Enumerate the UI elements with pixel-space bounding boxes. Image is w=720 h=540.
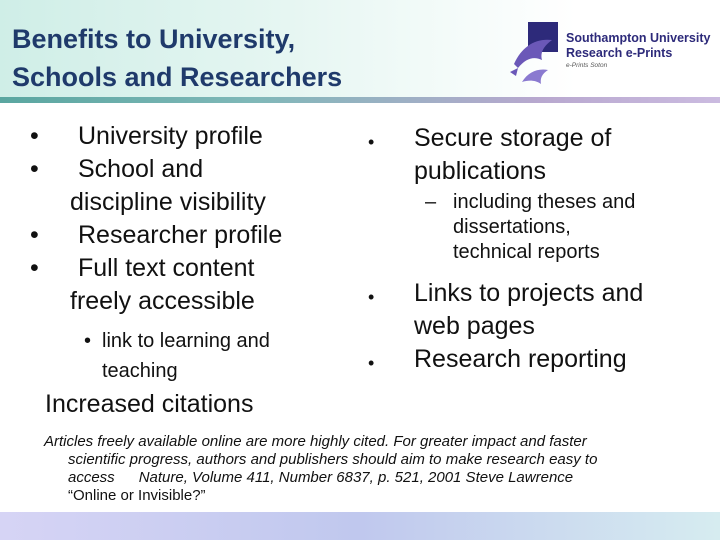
bullet: • [368,287,375,307]
note-line [44,469,712,487]
list-item-text: web pages [414,312,535,340]
sub-list-item [30,326,350,356]
title-line-2: Schools and Researchers [12,62,343,92]
left-column [30,120,350,386]
header-divider [0,97,720,103]
right-column [368,122,708,376]
bullet: • [30,155,39,183]
sub-list-item-text: including theses and [453,191,636,213]
list-item [368,277,708,310]
southampton-logo [508,16,714,88]
list-item-text: freely accessible [70,287,255,315]
list-item [30,252,350,285]
sub-list-item-text: teaching [102,360,178,382]
list-item-continuation [30,186,350,219]
list-item-text: Secure storage of [414,124,612,152]
list-item-text: publications [414,157,547,185]
slide-title [12,20,342,96]
list-item [30,120,350,153]
list-item-text: Links to projects and [414,279,644,307]
bullet: • [30,122,39,150]
logo-line-3: e-Prints Soton [566,62,608,69]
list-item [368,122,708,155]
logo-line-2: Research e-Prints [566,46,673,60]
list-item-text: discipline visibility [70,188,266,216]
bullet: • [368,132,375,152]
list-item [30,153,350,186]
logo-line-1: Southampton University [566,31,711,45]
sub-list-item-continuation [30,356,350,386]
increased-citations: Increased citations [45,390,254,418]
list-item [30,219,350,252]
note-line: scientific progress, authors and publishers should aim to make research easy to [68,451,598,468]
list-item-text: University profile [78,122,263,150]
citation-note [44,433,712,505]
bullet: • [30,254,39,282]
sub-list-item [368,190,708,265]
list-item-continuation [368,155,708,188]
list-item-text: Full text content [78,254,255,282]
list-item-text: Researcher profile [78,221,283,249]
title-line-1: Benefits to University, [12,24,296,54]
note-source: Nature, Volume 411, Number 6837, p. 521, 2001 Steve Lawrence [138,469,574,486]
list-item [368,343,708,376]
logo-text [566,31,716,70]
bullet: • [368,353,375,373]
sub-list-item-text: dissertations, [453,216,571,238]
list-item-text: Research reporting [414,345,627,373]
note-line: Articles freely available online are more highly cited. For greater impact and faster [44,433,587,450]
bullet: • [30,221,39,249]
note-text: access [68,469,115,486]
list-item-continuation [30,285,350,318]
list-item-text: School and [78,155,204,183]
bullet: • [84,330,92,352]
sub-list-item-text: technical reports [453,241,600,263]
dash: – [425,191,437,213]
dolphin-logo-icon [508,16,564,88]
slide-header [0,0,720,100]
note-line: “Online or Invisible?” [68,487,206,504]
footer-bar [0,512,720,540]
sub-list-item-text: link to learning and [102,330,270,352]
list-item-continuation [368,310,708,343]
